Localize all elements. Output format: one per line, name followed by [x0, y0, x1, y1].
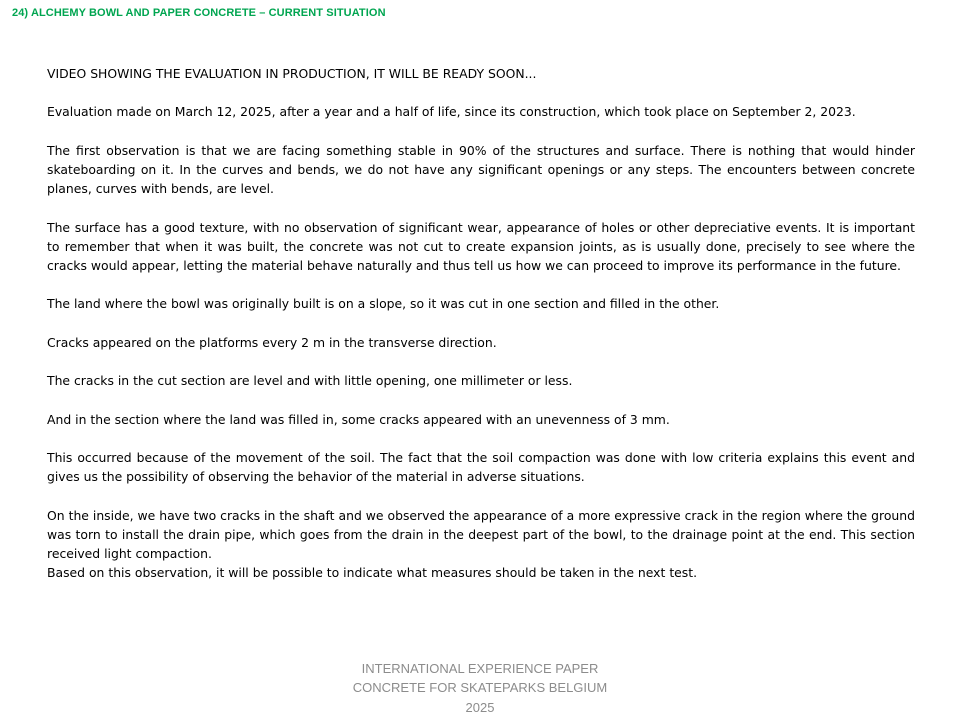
footer-year: 2025	[465, 699, 495, 715]
inside-cracks-paragraph: On the inside, we have two cracks in the shaft and we observed the appearance of a more expressive crack in the region where the ground was torn to install the drain pipe, which goes from the drain in the deepest part of the bowl, to the drainage point at the end. This section received light compaction.	[47, 507, 915, 561]
video-notice: VIDEO SHOWING THE EVALUATION IN PRODUCTION, IT WILL BE READY SOON...	[47, 66, 537, 81]
cut-section-cracks-paragraph: The cracks in the cut section are level and with little opening, one millimeter or less.	[47, 373, 573, 389]
evaluation-date-paragraph: Evaluation made on March 12, 2025, after a year and a half of life, since its construction, which took place on September 2, 2023.	[47, 104, 856, 120]
land-slope-paragraph: The land where the bowl was originally built is on a slope, so it was cut in one section and filled in the other.	[47, 296, 720, 312]
soil-movement-paragraph: This occurred because of the movement of the soil. The fact that the soil compaction was done with low criteria explains this event and gives us the possibility of observing the behavior of the material in adverse situations.	[47, 449, 915, 485]
conclusion-paragraph: Based on this observation, it will be possible to indicate what measures should be taken in the next test.	[47, 565, 698, 581]
footer-line-1: INTERNATIONAL EXPERIENCE PAPER	[361, 661, 599, 676]
surface-texture-paragraph: The surface has a good texture, with no observation of significant wear, appearance of holes or other depreciative events. It is important to remember that when it was built, the concrete was not cut to create expansion joints, as is usually done, precisely to see where the cracks would appear, letting the material behave naturally and thus tell us how we can proceed to improve its performance in the future.	[47, 219, 915, 273]
platform-cracks-paragraph: Cracks appeared on the platforms every 2 m in the transverse direction.	[47, 334, 497, 350]
footer	[0, 659, 960, 717]
body-text	[47, 64, 915, 582]
slide-title: 24) ALCHEMY BOWL AND PAPER CONCRETE – CURRENT SITUATION	[12, 7, 386, 19]
footer-line-2: CONCRETE FOR SKATEPARKS BELGIUM	[352, 680, 608, 696]
filled-section-cracks-paragraph: And in the section where the land was filled in, some cracks appeared with an unevenness of 3 mm.	[47, 411, 670, 427]
first-observation-paragraph: The first observation is that we are facing something stable in 90% of the structures and surface. There is nothing that would hinder skateboarding on it. In the curves and bends, we do not have any significant openings or any steps. The encounters between concrete planes, curves with bends, are level.	[47, 142, 915, 197]
